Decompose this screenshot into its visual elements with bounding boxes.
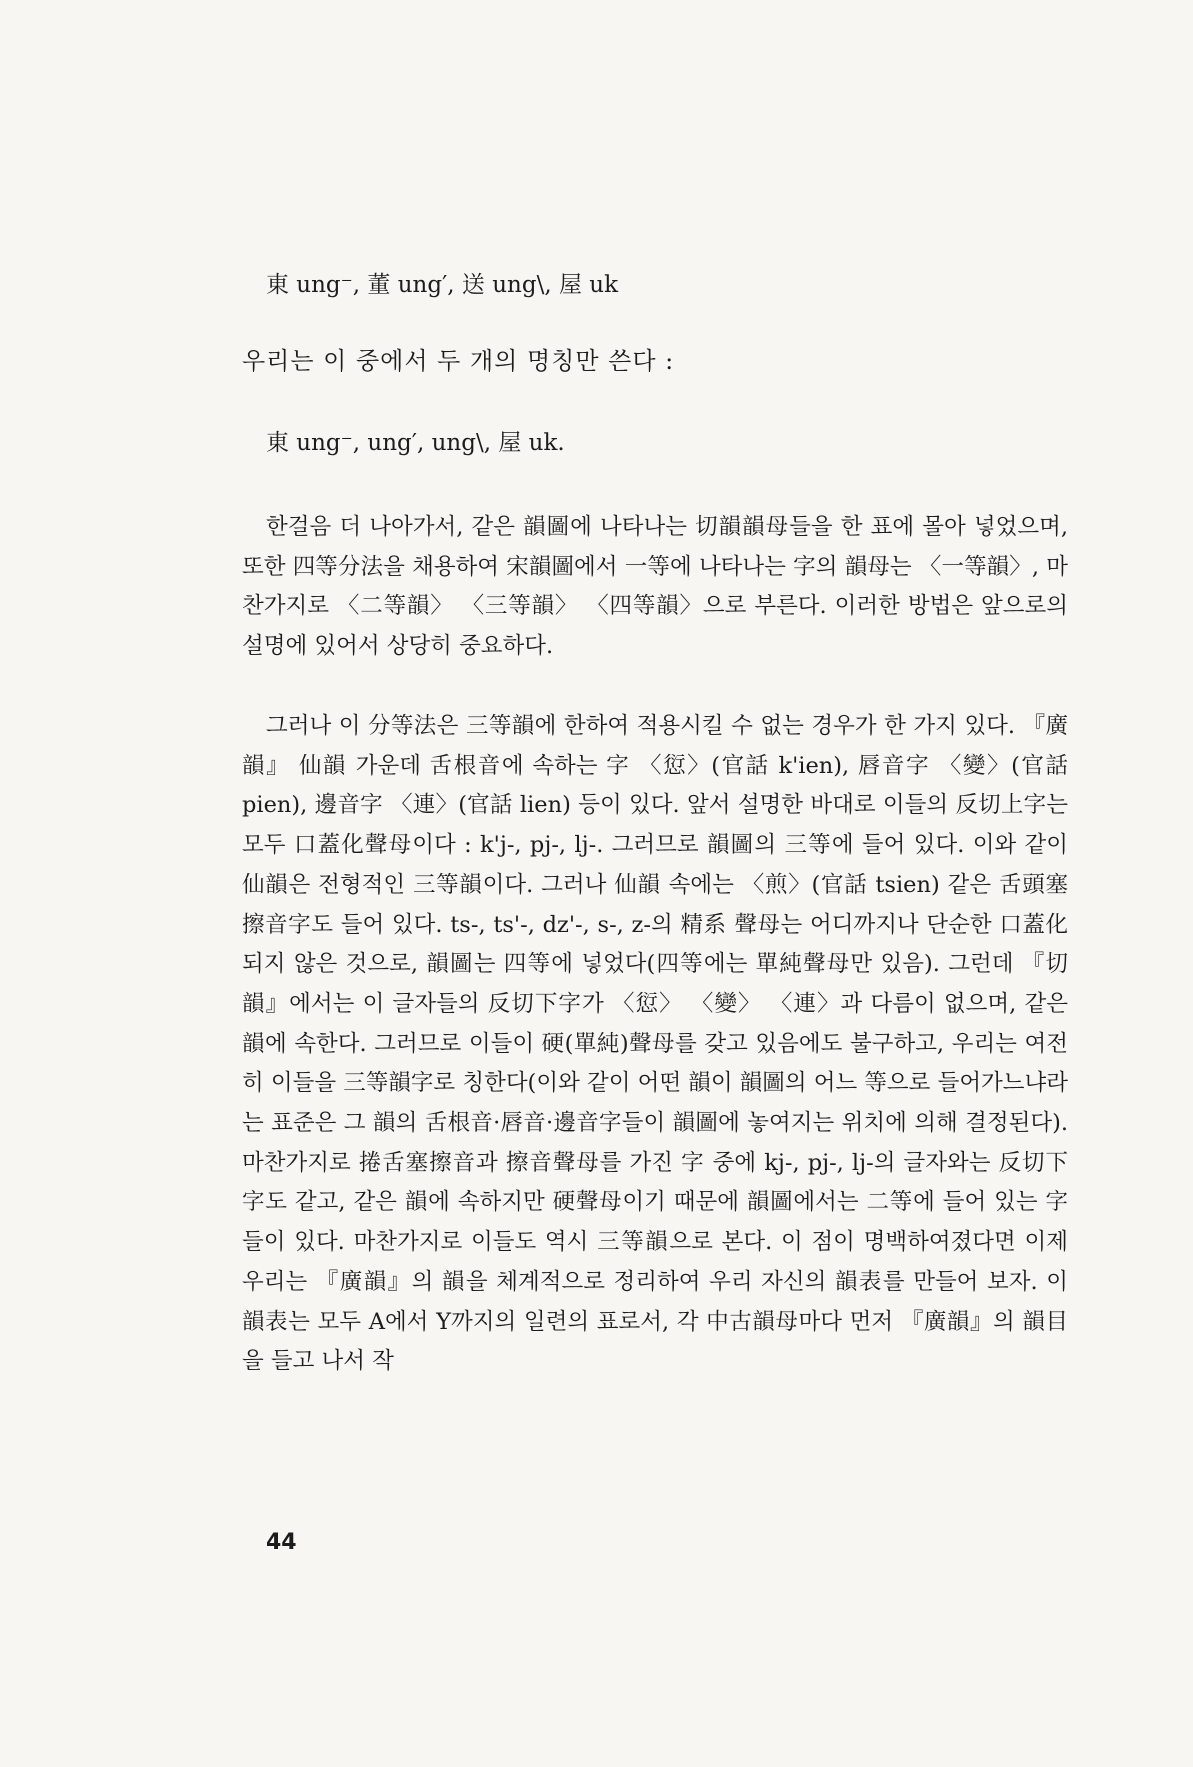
tone-names-line-short: 東 ung⁻, ung′, ung\, 屋 uk. xyxy=(266,430,565,456)
page-number: 44 xyxy=(266,1530,297,1555)
paragraph-text: 한걸음 더 나아가서, 같은 韻圖에 나타나는 切韻韻母들을 한 표에 몰아 넣었으며, 또한 四等分法을 채용하여 宋韻圖에서 一等에 나타나는 字의 韻母는 〈一等韻〉, 마찬가지로 〈二等韻〉 〈三等韻〉 〈四等韻〉으로 부른다. 이러한 방법은 앞으로의 설명에 있어서 상당히 중요하다. xyxy=(242,514,1068,660)
tone-names-line: 東 ung⁻, 董 ung′, 送 ung\, 屋 uk xyxy=(266,272,619,298)
paragraph-2 xyxy=(242,707,1068,1497)
paragraph-text: 그러나 이 分等法은 三等韻에 한하여 적용시킬 수 없는 경우가 한 가지 있다. 『廣韻』 仙韻 가운데 舌根音에 속하는 字 〈愆〉(官話 k'ien), 唇音字 〈變〉(官話 pien), 邊音字 〈連〉(官話 lien) 등이 있다. 앞서 설명한 바대로 이들의 反切上字는 모두 口蓋化聲母이다 : k'j-, pj-, lj-. 그러므로 韻圖의 三等에 들어 있다. 이와 같이 仙韻은 전형적인 三等韻이다. 그러나 仙韻 속에는 〈煎〉(官話 tsien) 같은 舌頭塞擦音字도 들어 있다. ts-, ts'-, dz'-, s-, z-의 精系 聲母는 어디까지나 단순한 口蓋化되지 않은 것으로, 韻圖는 四等에 넣었다(四等에는 單純聲母만 있음). 그런데 『切韻』에서는 이 글자들의 反切下字가 〈愆〉 〈變〉 〈連〉과 다름이 없으며, 같은 韻에 속한다. 그러므로 이들이 硬(單純)聲母를 갖고 있음에도 불구하고, 우리는 여전히 이들을 三等韻字로 칭한다(이와 같이 어떤 韻이 韻圖의 어느 等으로 들어가느냐라는 표준은 그 韻의 舌根音·唇音·邊音字들이 韻圖에 놓여지는 위치에 의해 결정된다). 마찬가지로 捲舌塞擦音과 擦音聲母를 가진 字 중에 kj-, pj-, lj-의 글자와는 反切下字도 같고, 같은 韻에 속하지만 硬聲母이기 때문에 韻圖에서는 二等에 들어 있는 字들이 있다. 마찬가지로 이들도 역시 三等韻으로 본다. 이 점이 명백하여졌다면 이제 우리는 『廣韻』의 韻을 체계적으로 정리하여 우리 자신의 韻表를 만들어 보자. 이 韻表는 모두 A에서 Y까지의 일련의 표로서, 각 中古韻母마다 먼저 『廣韻』의 韻目을 들고 나서 작 xyxy=(242,713,1068,1375)
paragraph-1 xyxy=(242,508,1068,708)
intro-sentence: 우리는 이 중에서 두 개의 명칭만 쓴다 : xyxy=(242,347,675,375)
